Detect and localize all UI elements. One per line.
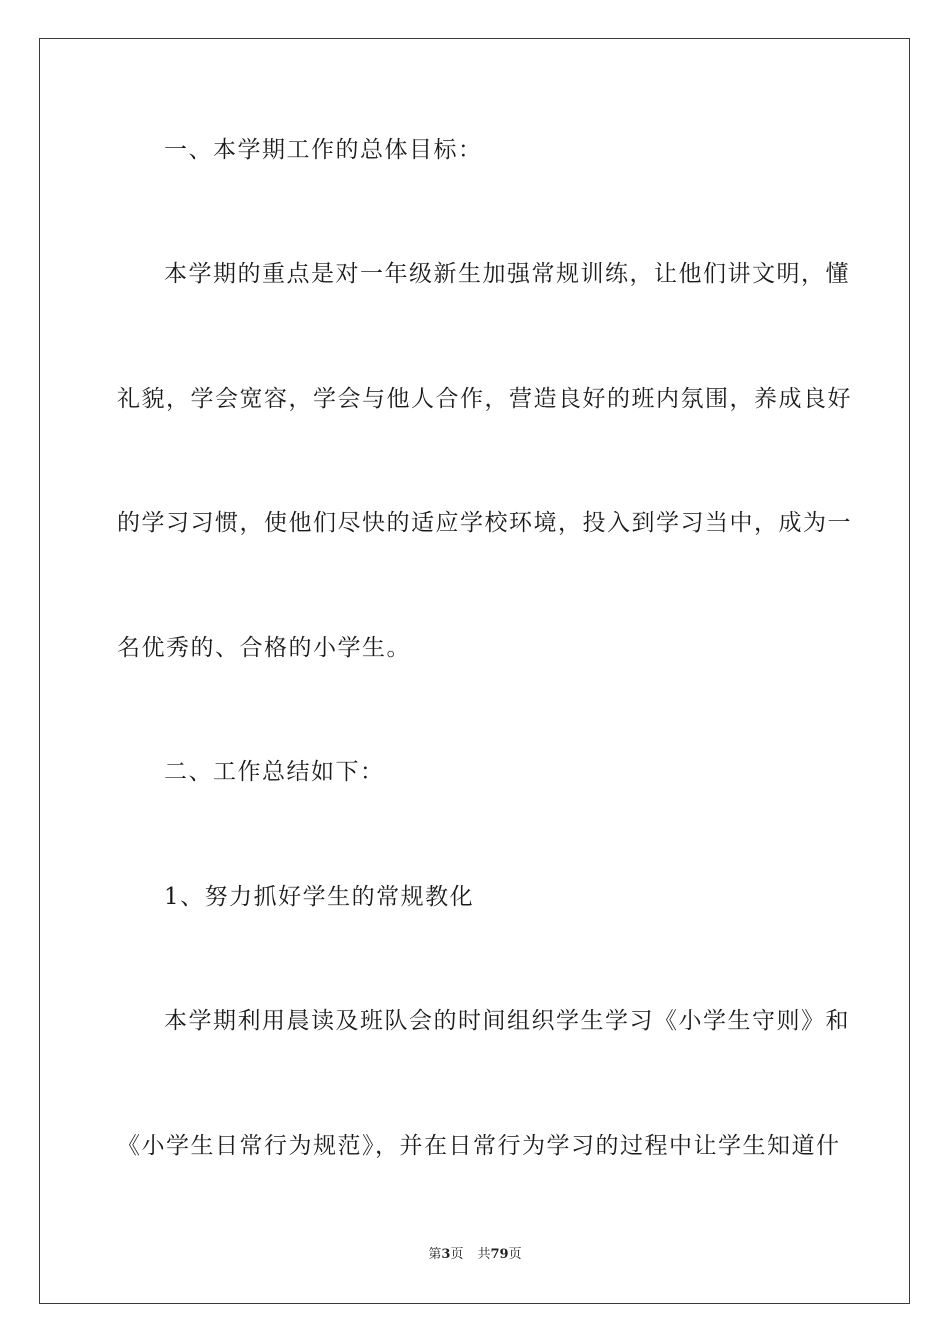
paragraph-line: 《小学生日常行为规范》，并在日常行为学习的过程中让学生知道什 (117, 1133, 841, 1159)
total-suffix: 页 (508, 1247, 522, 1262)
page-border (39, 38, 910, 1304)
paragraph-line: 的学习习惯，使他们尽快的适应学校环境，投入到学习当中，成为一 (117, 510, 852, 536)
section-heading-goals: 一、本学期工作的总体目标： (164, 137, 483, 163)
page-number: 3 (441, 1247, 451, 1262)
paragraph-line: 本学期的重点是对一年级新生加强常规训练，让他们讲文明，懂 (164, 261, 850, 287)
paragraph-line: 名优秀的、合格的小学生。 (117, 635, 411, 661)
page-suffix: 页 (450, 1247, 464, 1262)
total-pages: 79 (490, 1247, 509, 1262)
page-prefix: 第 (428, 1247, 442, 1262)
total-prefix: 共 (477, 1247, 491, 1262)
page-footer (0, 1246, 950, 1264)
paragraph-line: 礼貌，学会宽容，学会与他人合作，营造良好的班内氛围，养成良好 (117, 386, 852, 412)
paragraph-line: 本学期利用晨读及班队会的时间组织学生学习《小学生守则》和 (164, 1008, 850, 1034)
subsection-heading: 1、努力抓好学生的常规教化 (164, 884, 475, 910)
section-heading-summary: 二、工作总结如下： (164, 759, 385, 785)
